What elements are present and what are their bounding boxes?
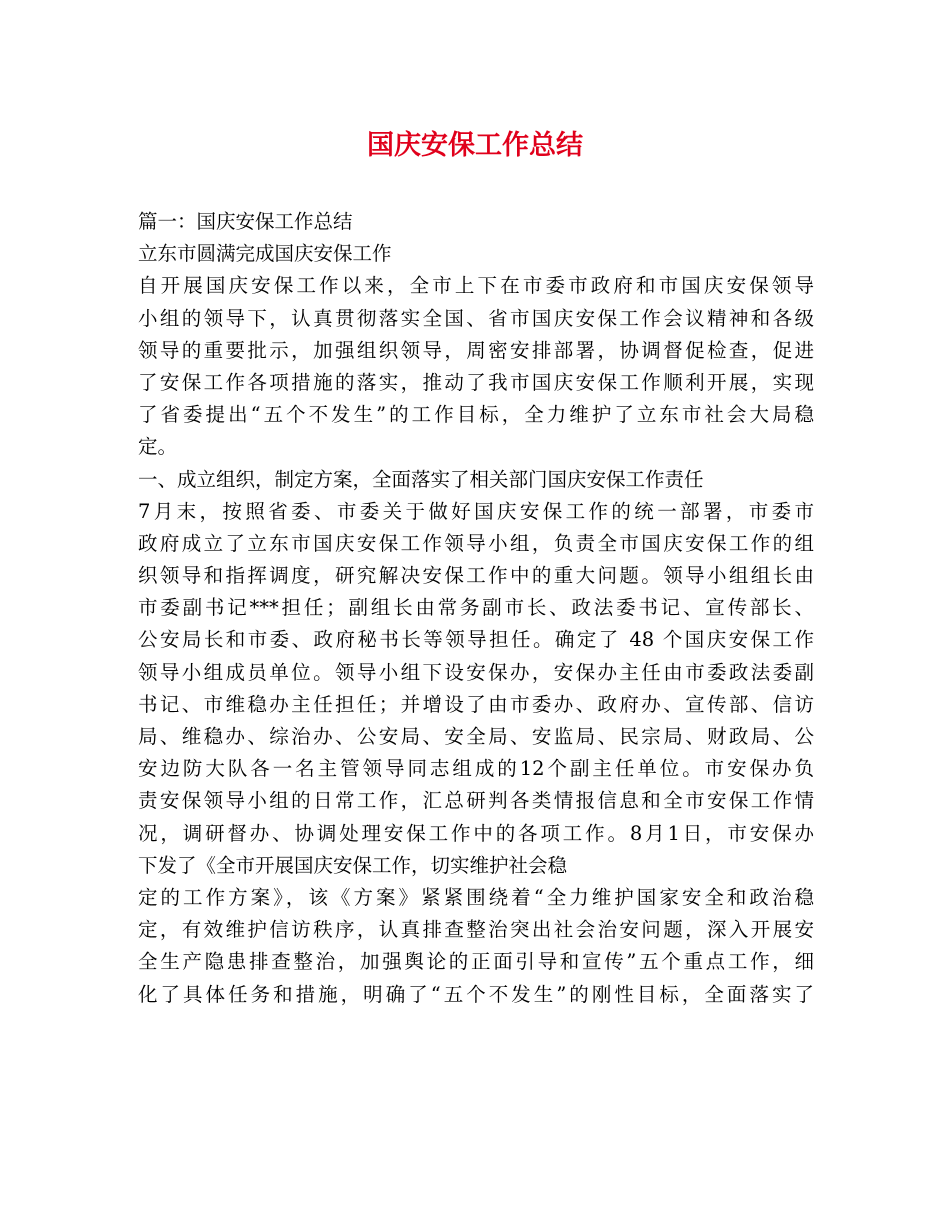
text-line: 局、维稳办、综治办、公安局、安全局、安监局、民宗局、财政局、公 [138, 725, 814, 748]
text-line: 领导的重要批示，加强组织领导，周密安排部署，协调督促检查，促进 [138, 338, 814, 362]
text-line: 公安局长和市委、政府秘书长等领导担任。确定了 48 个国庆安保工作 [138, 628, 814, 652]
text-line: 下发了《全市开展国庆安保工作，切实维护社会稳 [138, 853, 568, 877]
text-line: 市委副书记***担任；副组长由常务副市长、政法委书记、宣传部长、 [138, 596, 814, 620]
text-line: 了省委提出“五个不发生”的工作目标，全力维护了立东市社会大局稳 [138, 403, 814, 427]
text-line: 况，调研督办、协调处理安保工作中的各项工作。8月1日，市安保办 [138, 821, 814, 845]
text-line: 7月末，按照省委、市委关于做好国庆安保工作的统一部署，市委市 [138, 499, 814, 523]
text-line: 书记、市维稳办主任担任；并增设了由市委办、政府办、宣传部、信访 [138, 692, 814, 716]
text-line: 安边防大队各一名主管领导同志组成的12个副主任单位。市安保办负 [138, 757, 814, 781]
text-line: 小组的领导下，认真贯彻落实全国、省市国庆安保工作会议精神和各级 [138, 306, 814, 330]
text-line: 政府成立了立东市国庆安保工作领导小组，负责全市国庆安保工作的组 [138, 531, 814, 555]
section-heading: 篇一：国庆安保工作总结 [138, 210, 353, 233]
text-line: 定，有效维护信访秩序，认真排查整治突出社会治安问题，深入开展安 [138, 918, 814, 942]
text-line: 自开展国庆安保工作以来，全市上下在市委市政府和市国庆安保领导 [138, 274, 814, 298]
text-line: 领导小组成员单位。领导小组下设安保办，安保办主任由市委政法委副 [138, 660, 814, 684]
text-line: 全生产隐患排查整治，加强舆论的正面引导和宣传”五个重点工作，细 [138, 950, 814, 974]
subsection-heading: 一、成立组织，制定方案，全面落实了相关部门国庆安保工作责任 [138, 467, 704, 491]
text-line: 了安保工作各项措施的落实，推动了我市国庆安保工作顺利开展，实现 [138, 370, 814, 394]
text-line: 化了具体任务和措施，明确了“五个不发生”的刚性目标，全面落实了 [138, 982, 814, 1006]
document-body [138, 206, 814, 1011]
text-line: 织领导和指挥调度，研究解决安保工作中的重大问题。领导小组组长由 [138, 564, 814, 588]
text-line: 定。 [138, 435, 178, 459]
text-line: 定的工作方案》，该《方案》紧紧围绕着“全力维护国家安全和政治稳 [138, 885, 814, 909]
document-title: 国庆安保工作总结 [367, 130, 583, 161]
article-subtitle: 立东市圆满完成国庆安保工作 [138, 242, 392, 266]
text-line: 责安保领导小组的日常工作，汇总研判各类情报信息和全市安保工作情 [138, 789, 814, 813]
